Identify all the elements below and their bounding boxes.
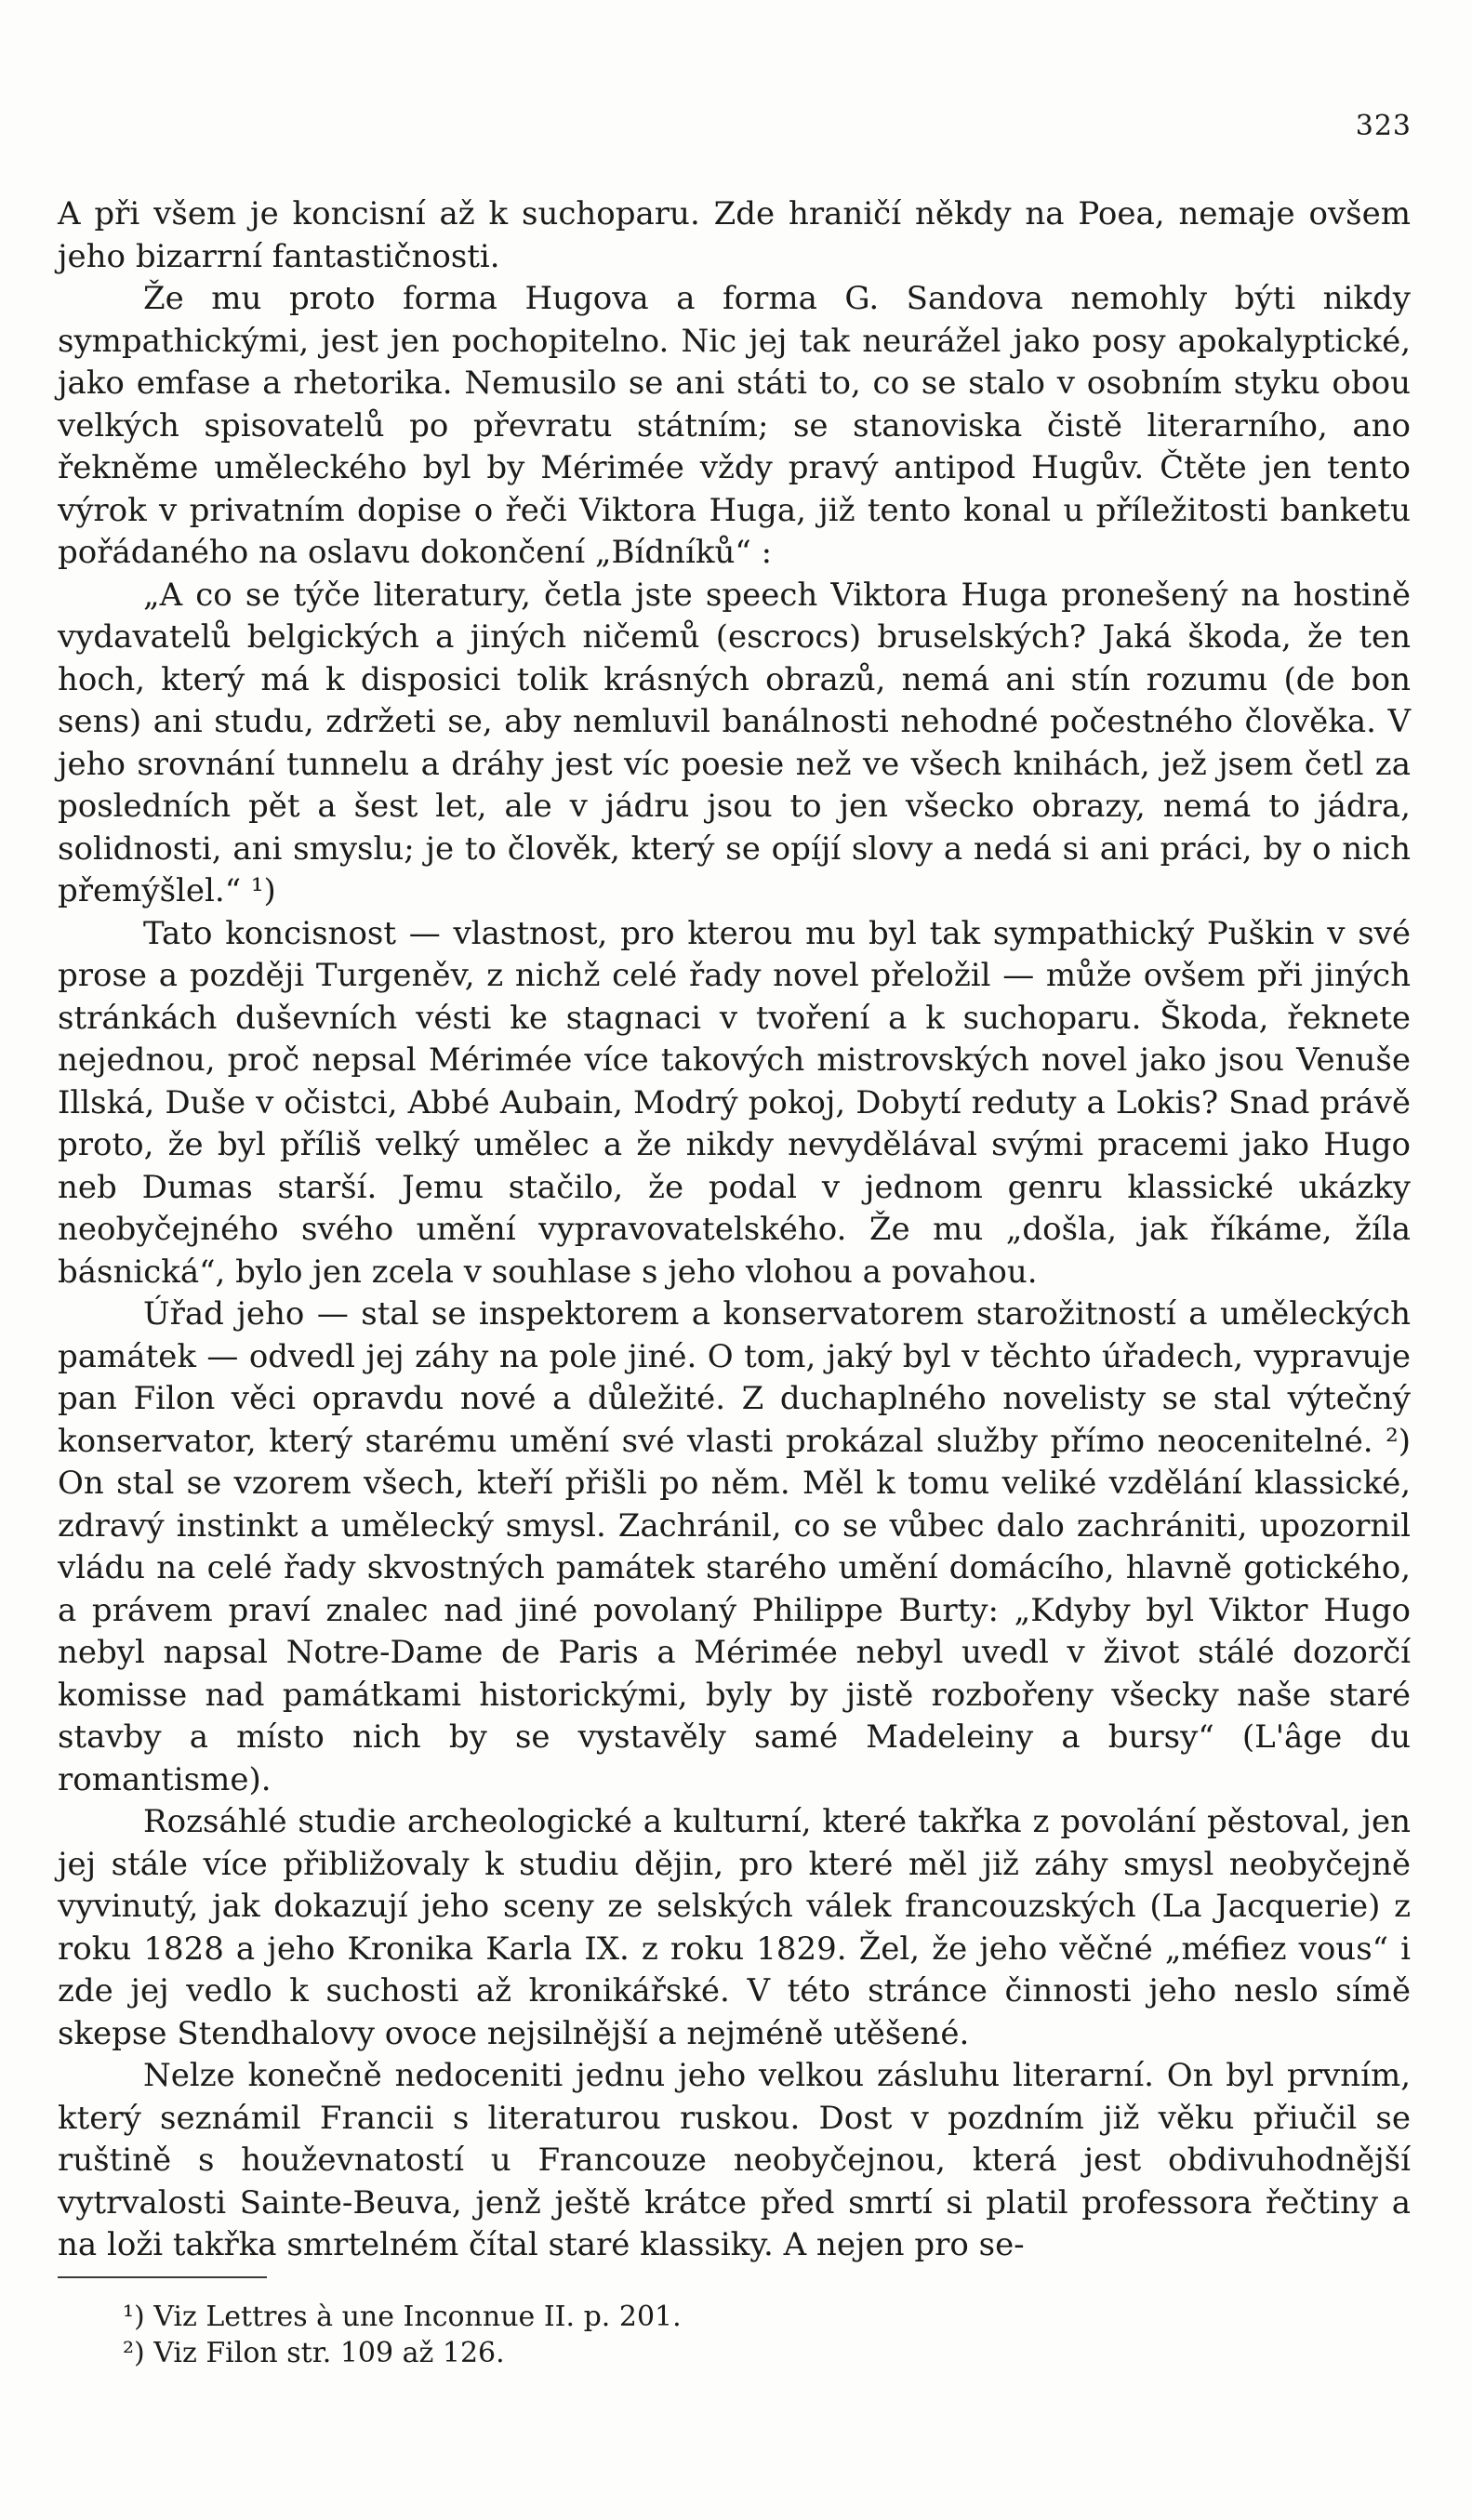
footnote-2 bbox=[123, 2335, 1332, 2371]
footnotes bbox=[123, 2299, 1332, 2371]
paragraph-6: Rozsáhlé studie archeologické a kulturní, které takřka z povolání pěstoval, jen jej stále více přibližovaly k studiu dějin, pro které měl již záhy smysl neobyčejně vyvinutý, jak dokazují jeho sceny ze selských válek francouzských (La Jacquerie) z roku 1828 a jeho Kronika Karla IX. z roku 1829. Žel, že jeho věčné „méfiez vous“ i zde jej vedlo k suchosti až kronikářské. V této stránce činnosti jeho neslo símě skepse Stendhalovy ovoce nejsilnější a nejméně utěšené. bbox=[58, 1803, 1411, 2052]
paragraph-7: Nelze konečně nedoceniti jednu jeho velkou zásluhu literarní. On byl prvním, který seznámil Francii s literaturou ruskou. Dost v pozdním již věku přiučil se ruštině s houževnatostí u Francouze neobyčejnou, která jest obdivuhodnější vytrvalosti Sainte-Beuva, jenž ještě krátce před smrtí si platil professora řečtiny a na loži takřka smrtelném čítal staré klassiky. A nejen pro se- bbox=[58, 2057, 1411, 2263]
body-text bbox=[58, 193, 1411, 2267]
footnote-1 bbox=[123, 2299, 1332, 2335]
paragraph-5: Úřad jeho — stal se inspektorem a konservatorem starožitností a uměleckých památek — odvedl jej záhy na pole jiné. O tom, jaký byl v těchto úřadech, vypravuje pan Filon věci opravdu nové a důležité. Z duchaplného novelisty se stal výtečný konservator, který starému umění své vlasti prokázal služby přímo neocenitelné. ²) On stal se vzorem všech, kteří přišli po něm. Měl k tomu veliké vzdělání klassické, zdravý instinkt a umělecký smysl. Zachránil, co se vůbec dalo zachrániti, upozornil vládu na celé řady skvostných památek starého umění domácího, hlavně gotického, a právem praví znalec nad jiné povolaný Philippe Burty: „Kdyby byl Viktor Hugo nebyl napsal Notre-Dame de Paris a Mérimée nebyl uvedl v život stálé dozorčí komisse nad památkami historickými, byly by jistě rozbořeny všecky naše staré stavby a místo nich by se vystavěly samé Madeleiny a bursy“ (L'âge du romantisme). bbox=[58, 1295, 1411, 1798]
footnote-1-mark: ¹) bbox=[123, 2301, 145, 2333]
footnote-1-text: Viz Lettres à une Inconnue II. p. 201. bbox=[153, 2301, 682, 2333]
page-number: 323 bbox=[1355, 110, 1412, 142]
paragraph-4: Tato koncisnost — vlastnost, pro kterou mu byl tak sympathický Puškin v své prose a později Turgeněv, z nichž celé řady novel přeložil — může ovšem při jiných stránkách duševních vésti ke stagnaci v tvoření a k suchoparu. Škoda, řeknete nejednou, proč nepsal Mérimée více takových mistrovských novel jako jsou Venuše Illská, Duše v očistci, Abbé Aubain, Modrý pokoj, Dobytí reduty a Lokis? Snad právě proto, že byl příliš velký umělec a že nikdy nevydělával svými pracemi jako Hugo neb Dumas starší. Jemu stačilo, že podal v jednom genru klassické ukázky neobyčejného svého umění vypravovatelského. Že mu „došla, jak říkáme, žíla básnická“, bylo jen zcela v souhlase s jeho vlohou a povahou. bbox=[58, 914, 1411, 1291]
paragraph-3-quotation: „A co se týče literatury, četla jste speech Viktora Huga pronešený na hostině vydavatelů belgických a jiných ničemů (escrocs) bruselských? Jaká škoda, že ten hoch, který má k disposici tolik krásných obrazů, nemá ani stín rozumu (de bon sens) ani studu, zdržeti se, aby nemluvil banálnosti nehodné počestného člověka. V jeho srovnání tunnelu a dráhy jest víc poesie než ve všech knihách, jež jsem četl za posledních pět a šest let, ale v jádru jsou to jen všecko obrazy, nemá to jádra, solidnosti, ani smyslu; je to člověk, který se opíjí slovy a nedá si ani práci, by o nich přemýšlel.“ ¹) bbox=[58, 576, 1411, 909]
footnote-2-mark: ²) bbox=[123, 2337, 145, 2369]
footnote-2-text: Viz Filon str. 109 až 126. bbox=[153, 2337, 505, 2369]
footnote-divider bbox=[58, 2276, 267, 2278]
paragraph-1: A při všem je koncisní až k suchoparu. Zde hraničí někdy na Poea, nemaje ovšem jeho bizarrní fantastičnosti. bbox=[58, 195, 1411, 275]
paragraph-2: Že mu proto forma Hugova a forma G. Sandova nemohly býti nikdy sympathickými, jest jen pochopitelno. Nic jej tak neurážel jako posy apokalyptické, jako emfase a rhetorika. Nemusilo se ani státi to, co se stalo v osobním styku obou velkých spisovatelů po převratu státním; se stanoviska čistě literarního, ano řekněme uměleckého byl by Mérimée vždy pravý antipod Hugův. Čtěte jen tento výrok v privatním dopise o řeči Viktora Huga, již tento konal u příležitosti banketu pořádaného na oslavu dokončení „Bídníků“ : bbox=[58, 280, 1411, 571]
